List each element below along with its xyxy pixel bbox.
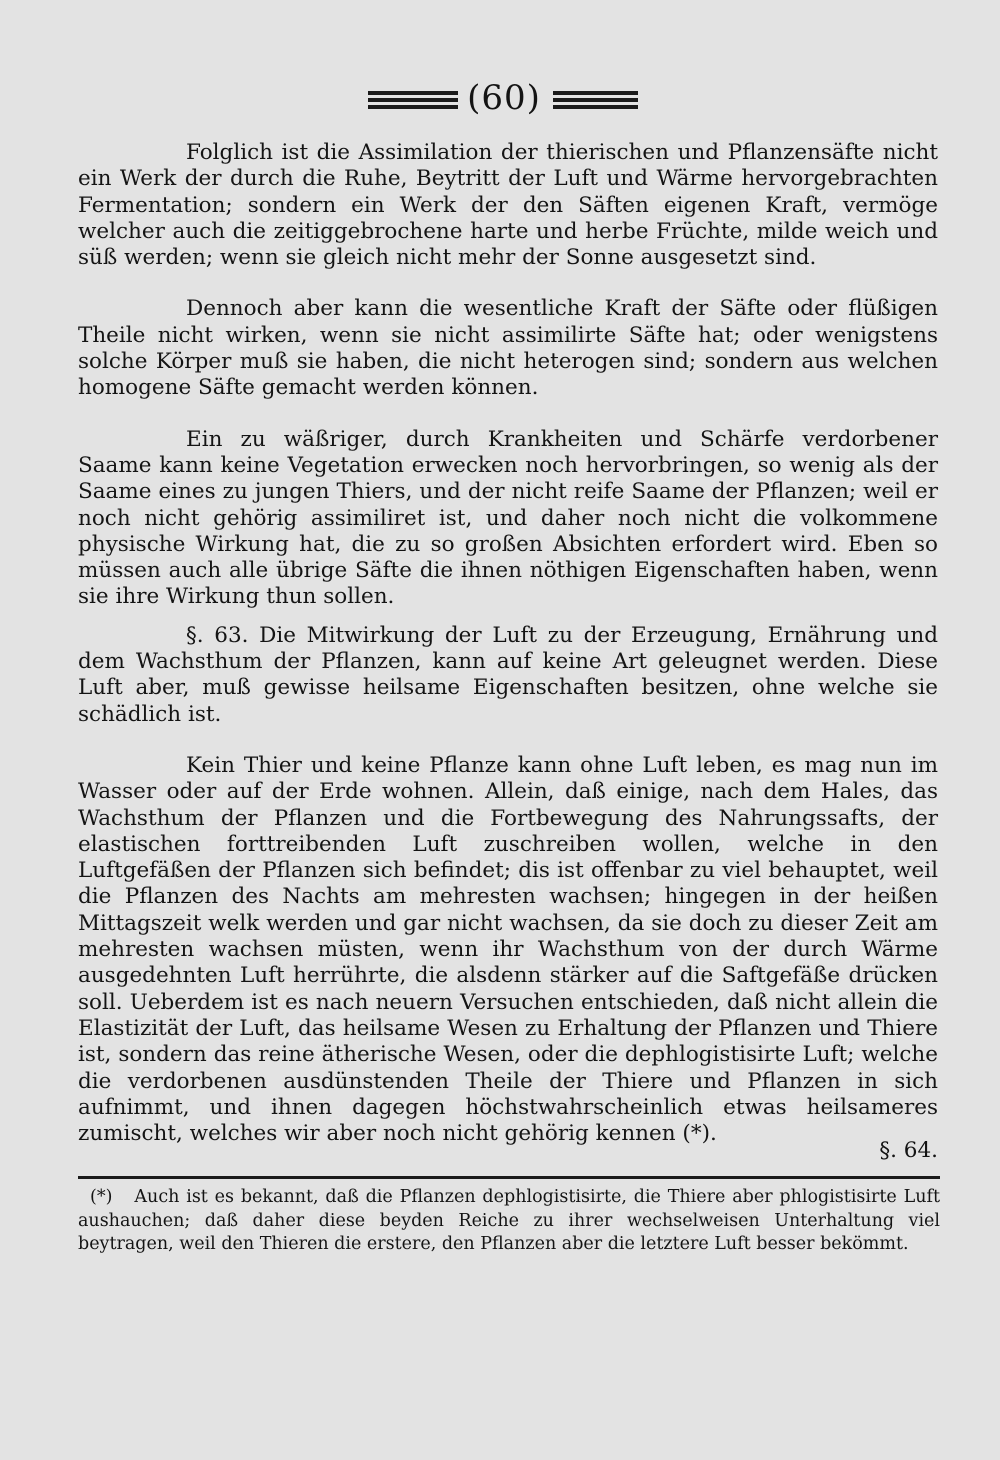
paragraph-luft: Kein Thier und keine Pflanze kann ohne Luft leben, es mag nun im Wasser oder auf der Erde wohnen. Allein, daß einige, nach dem Hales, das Wachsthum der Pflanzen und die Fortbewegung des Nahrungssafts, der elastischen forttreibenden Luft zuschreiben wollen, welche in den Luftgefäßen der Pflanzen sich befindet; dis ist offenbar zu viel behauptet, weil die Pflanzen des Nachts am mehresten wachsen; hingegen in der heißen Mittagszeit welk werden und gar nicht wachsen, da sie doch zu dieser Zeit am mehresten wachsen müsten, wenn ihr Wachsthum von der durch Wärme ausgedehnten Luft herrührte, die alsdenn stärker auf die Saftgefäße drücken soll. Ueberdem ist es nach neuern Versuchen entschieden, daß nicht allein die Elastizität der Luft, das heilsame Wesen zu Erhaltung der Pflanzen und Thiere ist, sondern das reine ätherische Wesen, oder die dephlogistisirte Luft; welche die verdorbenen ausdünstenden Theile der Thiere und Pflanzen in sich aufnimmt, und ihnen dagegen höchstwahrscheinlich etwas heilsameres zumischt, welches wir aber noch nicht gehörig kennen (*). (78, 752, 938, 1147)
paragraph-section-63: §. 63. Die Mitwirkung der Luft zu der Erzeugung, Ernährung und dem Wachsthum der Pflanzen, kann auf keine Art geleugnet werden. Diese Luft aber, muß gewisse heilsame Eigenschaften besitzen, ohne welche sie schädlich ist. (78, 622, 938, 727)
catchword: §. 64. (879, 1138, 938, 1163)
footnote-mark: (*) (90, 1187, 113, 1207)
page-header (0, 78, 1000, 118)
footnote-text: Auch ist es bekannt, daß die Pflanzen dephlogistisirte, die Thiere aber phlogistisirte Luft aushauchen; daß daher diese beyden Reiche zu ihrer wechselweisen Unterhaltung viel beytragen, weil den Thieren die erstere, den Pflanzen aber die letztere Luft besser bekömmt. (78, 1187, 940, 1254)
body-text (78, 140, 938, 1172)
paragraph-saefte-kraft: Dennoch aber kann die wesentliche Kraft der Säfte oder flüßigen Theile nicht wirken, wenn sie nicht assimilirte Säfte hat; oder wenigstens solche Körper muß sie haben, die nicht heterogen sind; sondern aus welchen homogene Säfte gemacht werden können. (78, 296, 938, 401)
paragraph-saame: Ein zu wäßriger, durch Krankheiten und Schärfe verdorbener Saame kann keine Vegetation erwecken noch hervorbringen, so wenig als der Saame eines zu jungen Thiers, und der nicht reife Saame der Pflanzen; weil er noch nicht gehörig assimiliret ist, und daher noch nicht die volkommene physische Wirkung hat, die zu so großen Absichten erfordert wird. Eben so müssen auch alle übrige Säfte die ihnen nöthigen Eigenschaften haben, wenn sie ihre Wirkung thun sollen. (78, 426, 938, 610)
header-rule-right (553, 91, 638, 112)
paragraph-assimilation: Folglich ist die Assimilation der thierischen und Pflanzensäfte nicht ein Werk der durch die Ruhe, Beytritt der Luft und Wärme hervorgebrachten Fermentation; sondern ein Werk der den Säften eigenen Kraft, vermöge welcher auch die zeitiggebrochene harte und herbe Früchte, milde weich und süß werden; wenn sie gleich nicht mehr der Sonne ausgesetzt sind. (78, 140, 938, 271)
footnote-divider (78, 1176, 940, 1179)
footnote (78, 1186, 940, 1257)
header-rule-left (368, 91, 458, 112)
page-number: (60) (467, 78, 541, 118)
